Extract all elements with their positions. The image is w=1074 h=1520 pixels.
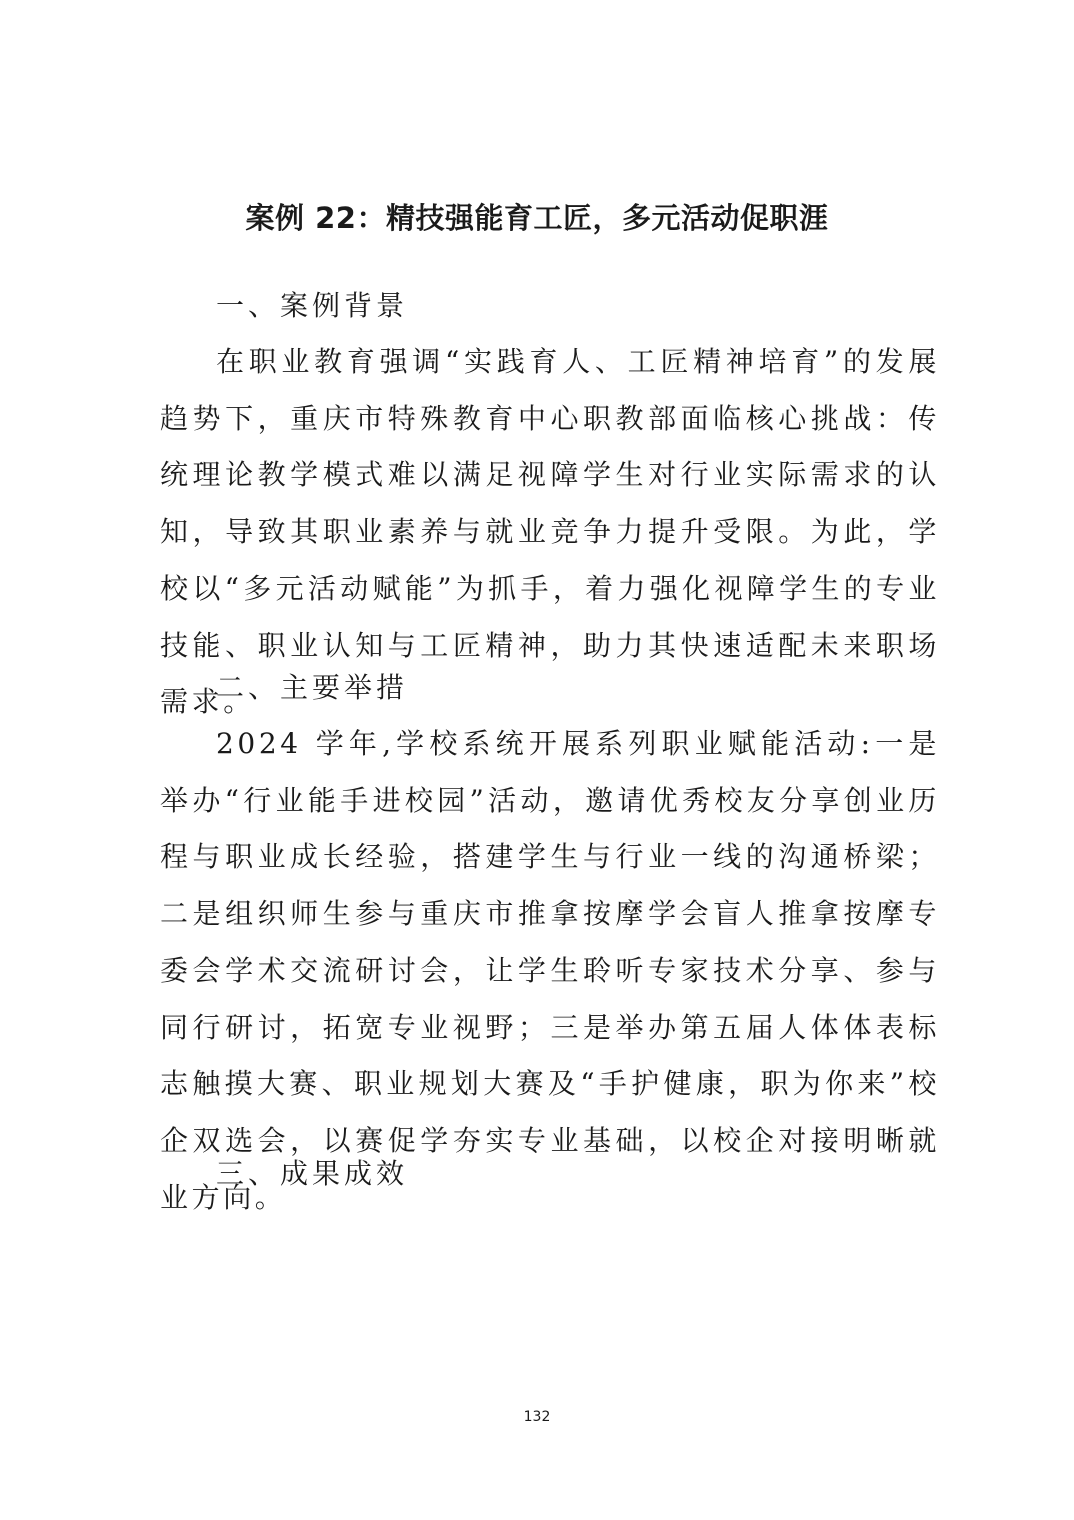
paragraph-background: 在职业教育强调“实践育人、工匠精神培育”的发展趋势下，重庆市特殊教育中心职教部面临核心挑战：传统理论教学模式难以满足视障学生对行业实际需求的认知，导致其职业素养与就业竞争力提升受限。为此，学校以“多元活动赋能”为抓手，着力强化视障学生的专业技能、职业认知与工匠精神，助力其快速适配未来职场需求。 <box>160 345 940 719</box>
section-heading-results: 三、成果成效 <box>216 1157 409 1190</box>
page-number: 132 <box>523 1409 551 1425</box>
section-heading-measures: 二、主要举措 <box>216 671 409 704</box>
document-title: 案例 22：精技强能育工匠，多元活动促职涯 <box>245 201 829 235</box>
paragraph-measures: 2024 学年,学校系统开展系列职业赋能活动:一是举办“行业能手进校园”活动，邀请优秀校友分享创业历程与职业成长经验，搭建学生与行业一线的沟通桥梁；二是组织师生参与重庆市推拿按摩学会盲人推拿按摩专委会学术交流研讨会，让学生聆听专家技术分享、参与同行研讨，拓宽专业视野；三是举办第五届人体体表标志触摸大赛、职业规划大赛及“手护健康，职为你来”校企双选会，以赛促学夯实专业基础，以校企对接明晰就业方向。 <box>160 727 940 1214</box>
section-heading-background: 一、案例背景 <box>216 289 409 322</box>
